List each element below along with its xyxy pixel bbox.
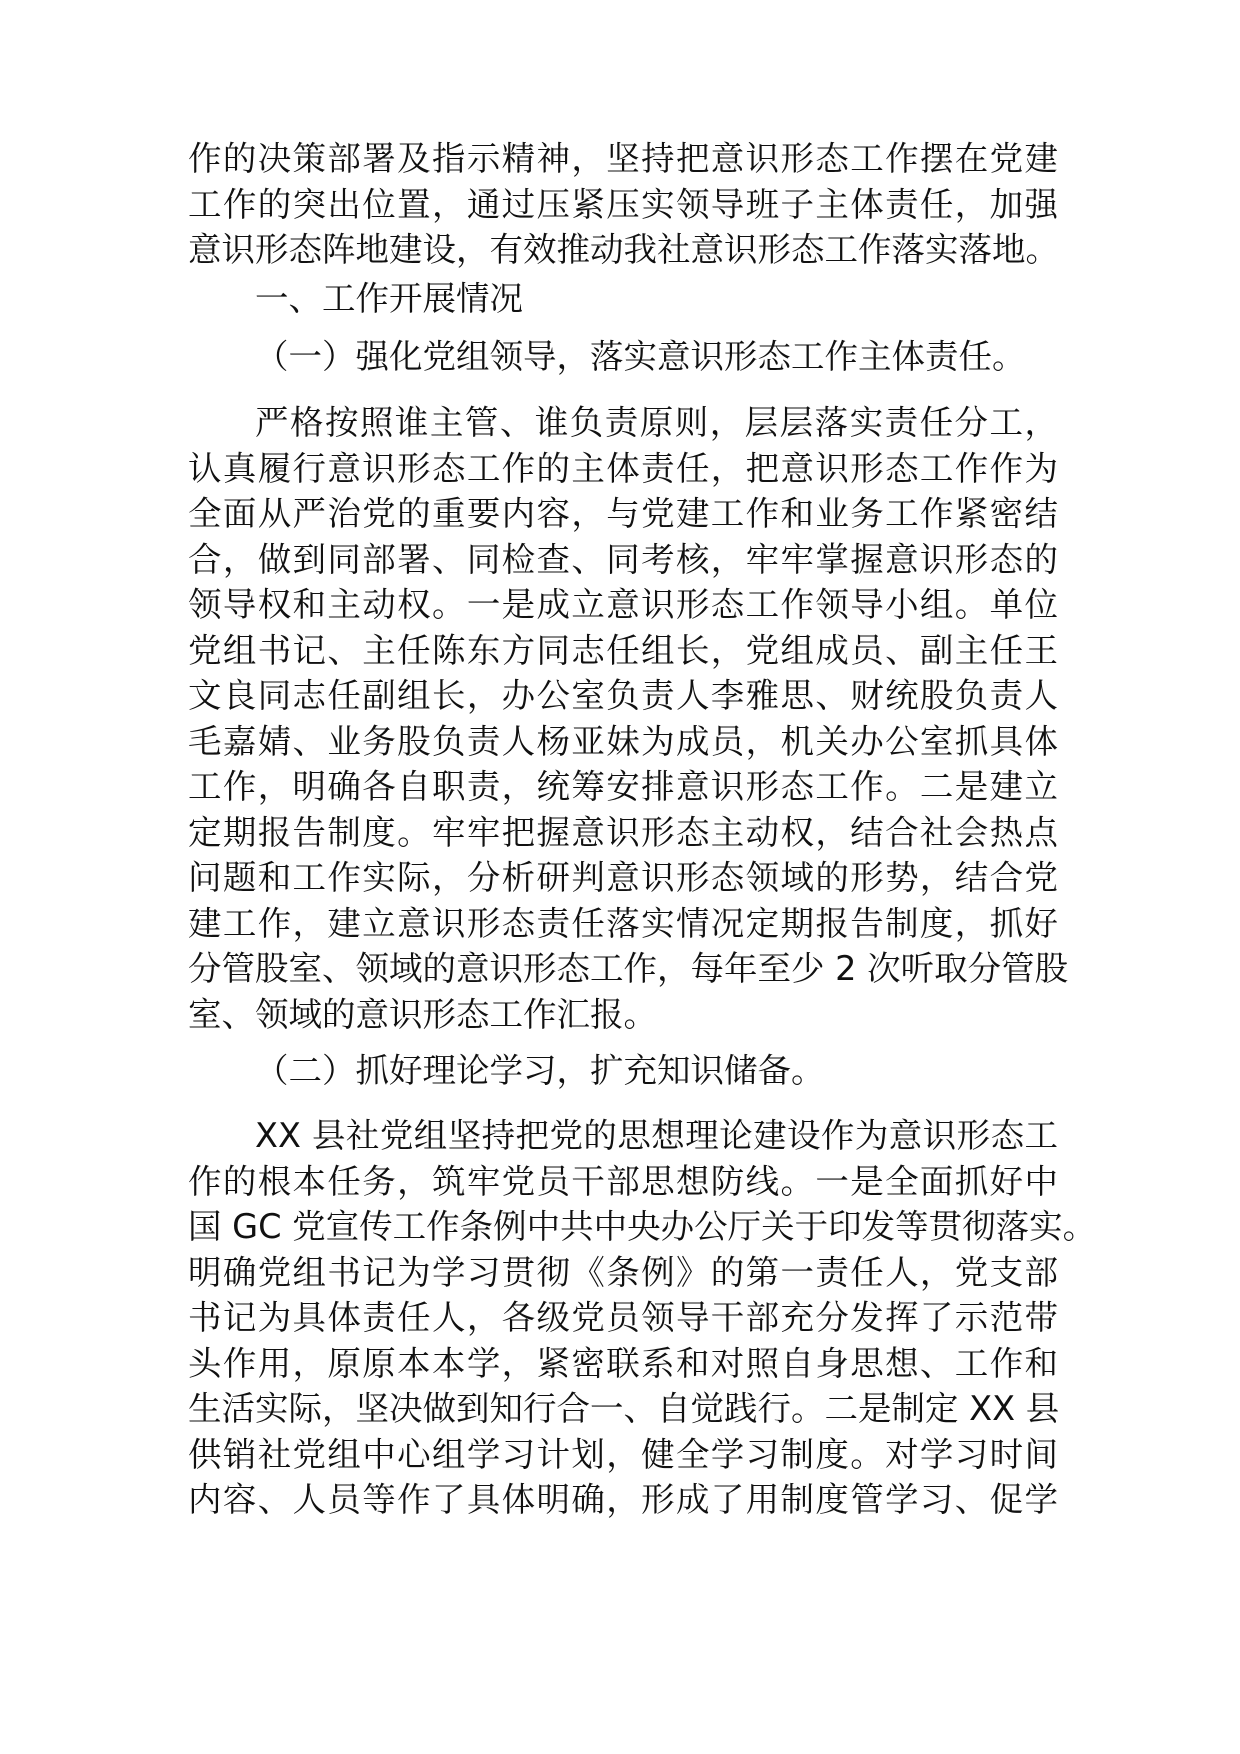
text-line: 工作，明确各自职责，统筹安排意识形态工作。二是建立	[188, 767, 1058, 806]
paragraph-two	[188, 1113, 1097, 1523]
text-line: 书记为具体责任人，各级党员领导干部充分发挥了示范带	[188, 1298, 1058, 1337]
text-line: XX 县社党组坚持把党的思想理论建设作为意识形态工	[255, 1116, 1058, 1155]
text-line: 头作用，原原本本学，紧密联系和对照自身思想、工作和	[188, 1343, 1058, 1383]
subsection-one-heading-block	[188, 334, 1058, 380]
text-line: 全面从严治党的重要内容，与党建工作和业务工作紧密结	[188, 494, 1058, 533]
section-heading: 一、工作开展情况	[255, 279, 523, 318]
text-line: 领导权和主动权。一是成立意识形态工作领导小组。单位	[188, 585, 1058, 624]
text-line: 内容、人员等作了具体明确，形成了用制度管学习、促学	[188, 1480, 1058, 1519]
text-line: 认真履行意识形态工作的主体责任，把意识形态工作作为	[188, 448, 1058, 488]
text-line: 生活实际，坚决做到知行合一、自觉践行。二是制定 XX 县	[188, 1389, 1060, 1428]
subsection-two-heading-block	[188, 1048, 1058, 1094]
intro-paragraph	[188, 136, 1058, 273]
text-line: 室、领域的意识形态工作汇报。	[188, 994, 657, 1034]
subsection-heading: （一）强化党组领导，落实意识形态工作主体责任。	[255, 337, 1026, 376]
text-line: 供销社党组中心组学习计划，健全学习制度。对学习时间	[188, 1434, 1058, 1474]
text-line: 问题和工作实际，分析研判意识形态领域的形势，结合党	[188, 858, 1058, 897]
subsection-heading: （二）抓好理论学习，扩充知识储备。	[255, 1051, 825, 1090]
text-line: 分管股室、领域的意识形态工作，每年至少 2 次听取分管股	[188, 949, 1069, 988]
text-line: 作的根本任务，筑牢党员干部思想防线。一是全面抓好中	[188, 1161, 1058, 1201]
paragraph-one	[188, 400, 1069, 1037]
text-line: 作的决策部署及指示精神，坚持把意识形态工作摆在党建	[188, 139, 1058, 178]
text-line: 工作的突出位置，通过压紧压实领导班子主体责任，加强	[188, 184, 1058, 224]
text-line: 文良同志任副组长，办公室负责人李雅思、财统股负责人	[188, 676, 1058, 715]
text-line: 定期报告制度。牢牢把握意识形态主动权，结合社会热点	[188, 812, 1058, 852]
text-line: 意识形态阵地建设，有效推动我社意识形态工作落实落地。	[188, 230, 1059, 269]
text-line: 国 GC 党宣传工作条例中共中央办公厅关于印发等贯彻落实。	[188, 1207, 1097, 1246]
text-line: 合，做到同部署、同检查、同考核，牢牢掌握意识形态的	[188, 539, 1058, 579]
text-line: 明确党组书记为学习贯彻《条例》的第一责任人，党支部	[188, 1252, 1058, 1292]
section-one-heading-block	[188, 276, 1058, 322]
text-line: 建工作，建立意识形态责任落实情况定期报告制度，抓好	[188, 903, 1058, 943]
text-line: 严格按照谁主管、谁负责原则，层层落实责任分工，	[255, 403, 1058, 442]
text-line: 毛嘉婧、业务股负责人杨亚妹为成员，机关办公室抓具体	[188, 721, 1058, 761]
text-line: 党组书记、主任陈东方同志任组长，党组成员、副主任王	[188, 630, 1058, 670]
